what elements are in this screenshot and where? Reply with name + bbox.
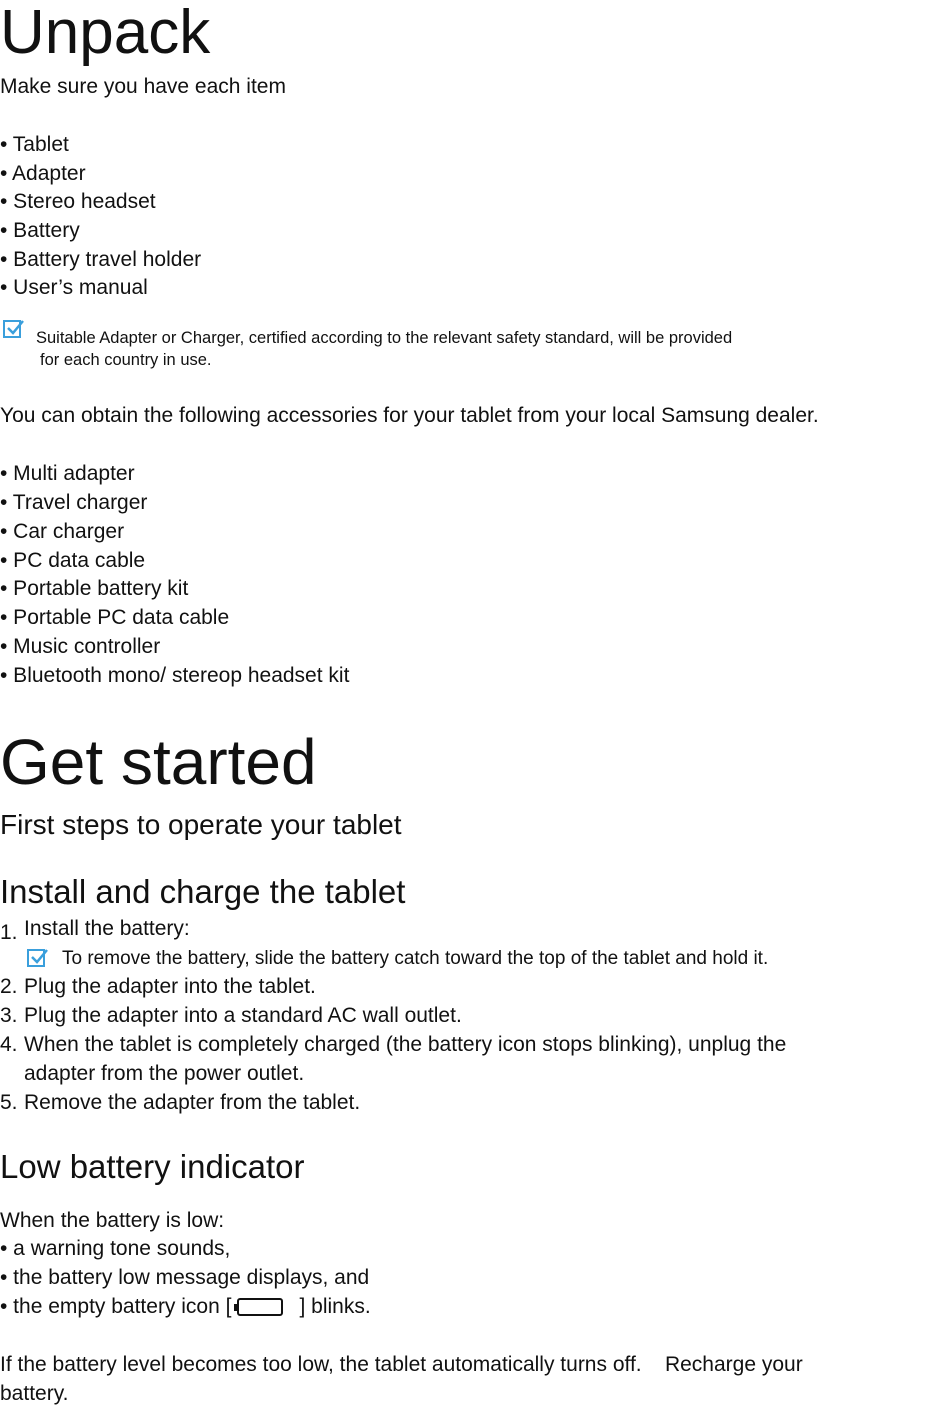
low-battery-title: Low battery indicator	[0, 1148, 305, 1185]
step-text: Plug the adapter into a standard AC wall outlet.	[24, 1004, 462, 1027]
step-text: Install the battery:	[24, 917, 190, 940]
step-number: 1.	[0, 921, 18, 944]
list-item: • Portable battery kit	[0, 577, 189, 600]
closing-text: If the battery level becomes too low, the tablet automatically turns off. Recharge your	[0, 1353, 803, 1376]
battery-item-prefix: • the empty battery icon [	[0, 1295, 232, 1318]
list-item: • Battery travel holder	[0, 248, 202, 271]
list-item: • Travel charger	[0, 491, 148, 514]
adapter-note-continued: for each country in use.	[40, 351, 212, 369]
list-item: • Bluetooth mono/ stereop headset kit	[0, 664, 350, 687]
step-number: 4.	[0, 1033, 18, 1056]
checkbox-icon	[27, 949, 45, 967]
list-item: • Stereo headset	[0, 190, 156, 213]
adapter-note: Suitable Adapter or Charger, certified according to the relevant safety standard, will be provided	[36, 329, 733, 347]
step-number: 3.	[0, 1004, 18, 1027]
list-item: • PC data cable	[0, 549, 146, 572]
accessories-intro: You can obtain the following accessories for your tablet from your local Samsung dealer.	[0, 404, 819, 427]
step-number: 2.	[0, 975, 18, 998]
battery-removal-note: To remove the battery, slide the battery catch toward the top of the tablet and hold it.	[62, 948, 769, 969]
step-text: When the tablet is completely charged (the battery icon stops blinking), unplug the	[24, 1033, 787, 1056]
step-text-continued: adapter from the power outlet.	[24, 1062, 305, 1085]
install-title: Install and charge the tablet	[0, 873, 406, 910]
battery-item-suffix: ] blinks.	[299, 1295, 371, 1318]
step-number: 5.	[0, 1091, 18, 1114]
list-item: • Multi adapter	[0, 462, 135, 485]
list-item: • Music controller	[0, 635, 161, 658]
list-item: • Tablet	[0, 133, 69, 156]
unpack-title: Unpack	[0, 0, 211, 67]
unpack-subtitle: Make sure you have each item	[0, 75, 286, 98]
list-item: • Battery	[0, 219, 80, 242]
get-started-subtitle: First steps to operate your tablet	[0, 809, 402, 840]
list-item: • Adapter	[0, 162, 86, 185]
low-battery-intro: When the battery is low:	[0, 1209, 225, 1232]
list-item	[0, 1296, 371, 1317]
step-text: Remove the adapter from the tablet.	[24, 1091, 361, 1114]
list-item: • Car charger	[0, 520, 125, 543]
checkbox-icon	[3, 320, 21, 338]
list-item: • User’s manual	[0, 276, 148, 299]
list-item: • Portable PC data cable	[0, 606, 230, 629]
get-started-title: Get started	[0, 726, 317, 798]
empty-battery-icon	[237, 1298, 283, 1316]
closing-text-continued: battery.	[0, 1382, 69, 1405]
list-item: • a warning tone sounds,	[0, 1237, 231, 1260]
list-item: • the battery low message displays, and	[0, 1266, 370, 1289]
step-text: Plug the adapter into the tablet.	[24, 975, 316, 998]
